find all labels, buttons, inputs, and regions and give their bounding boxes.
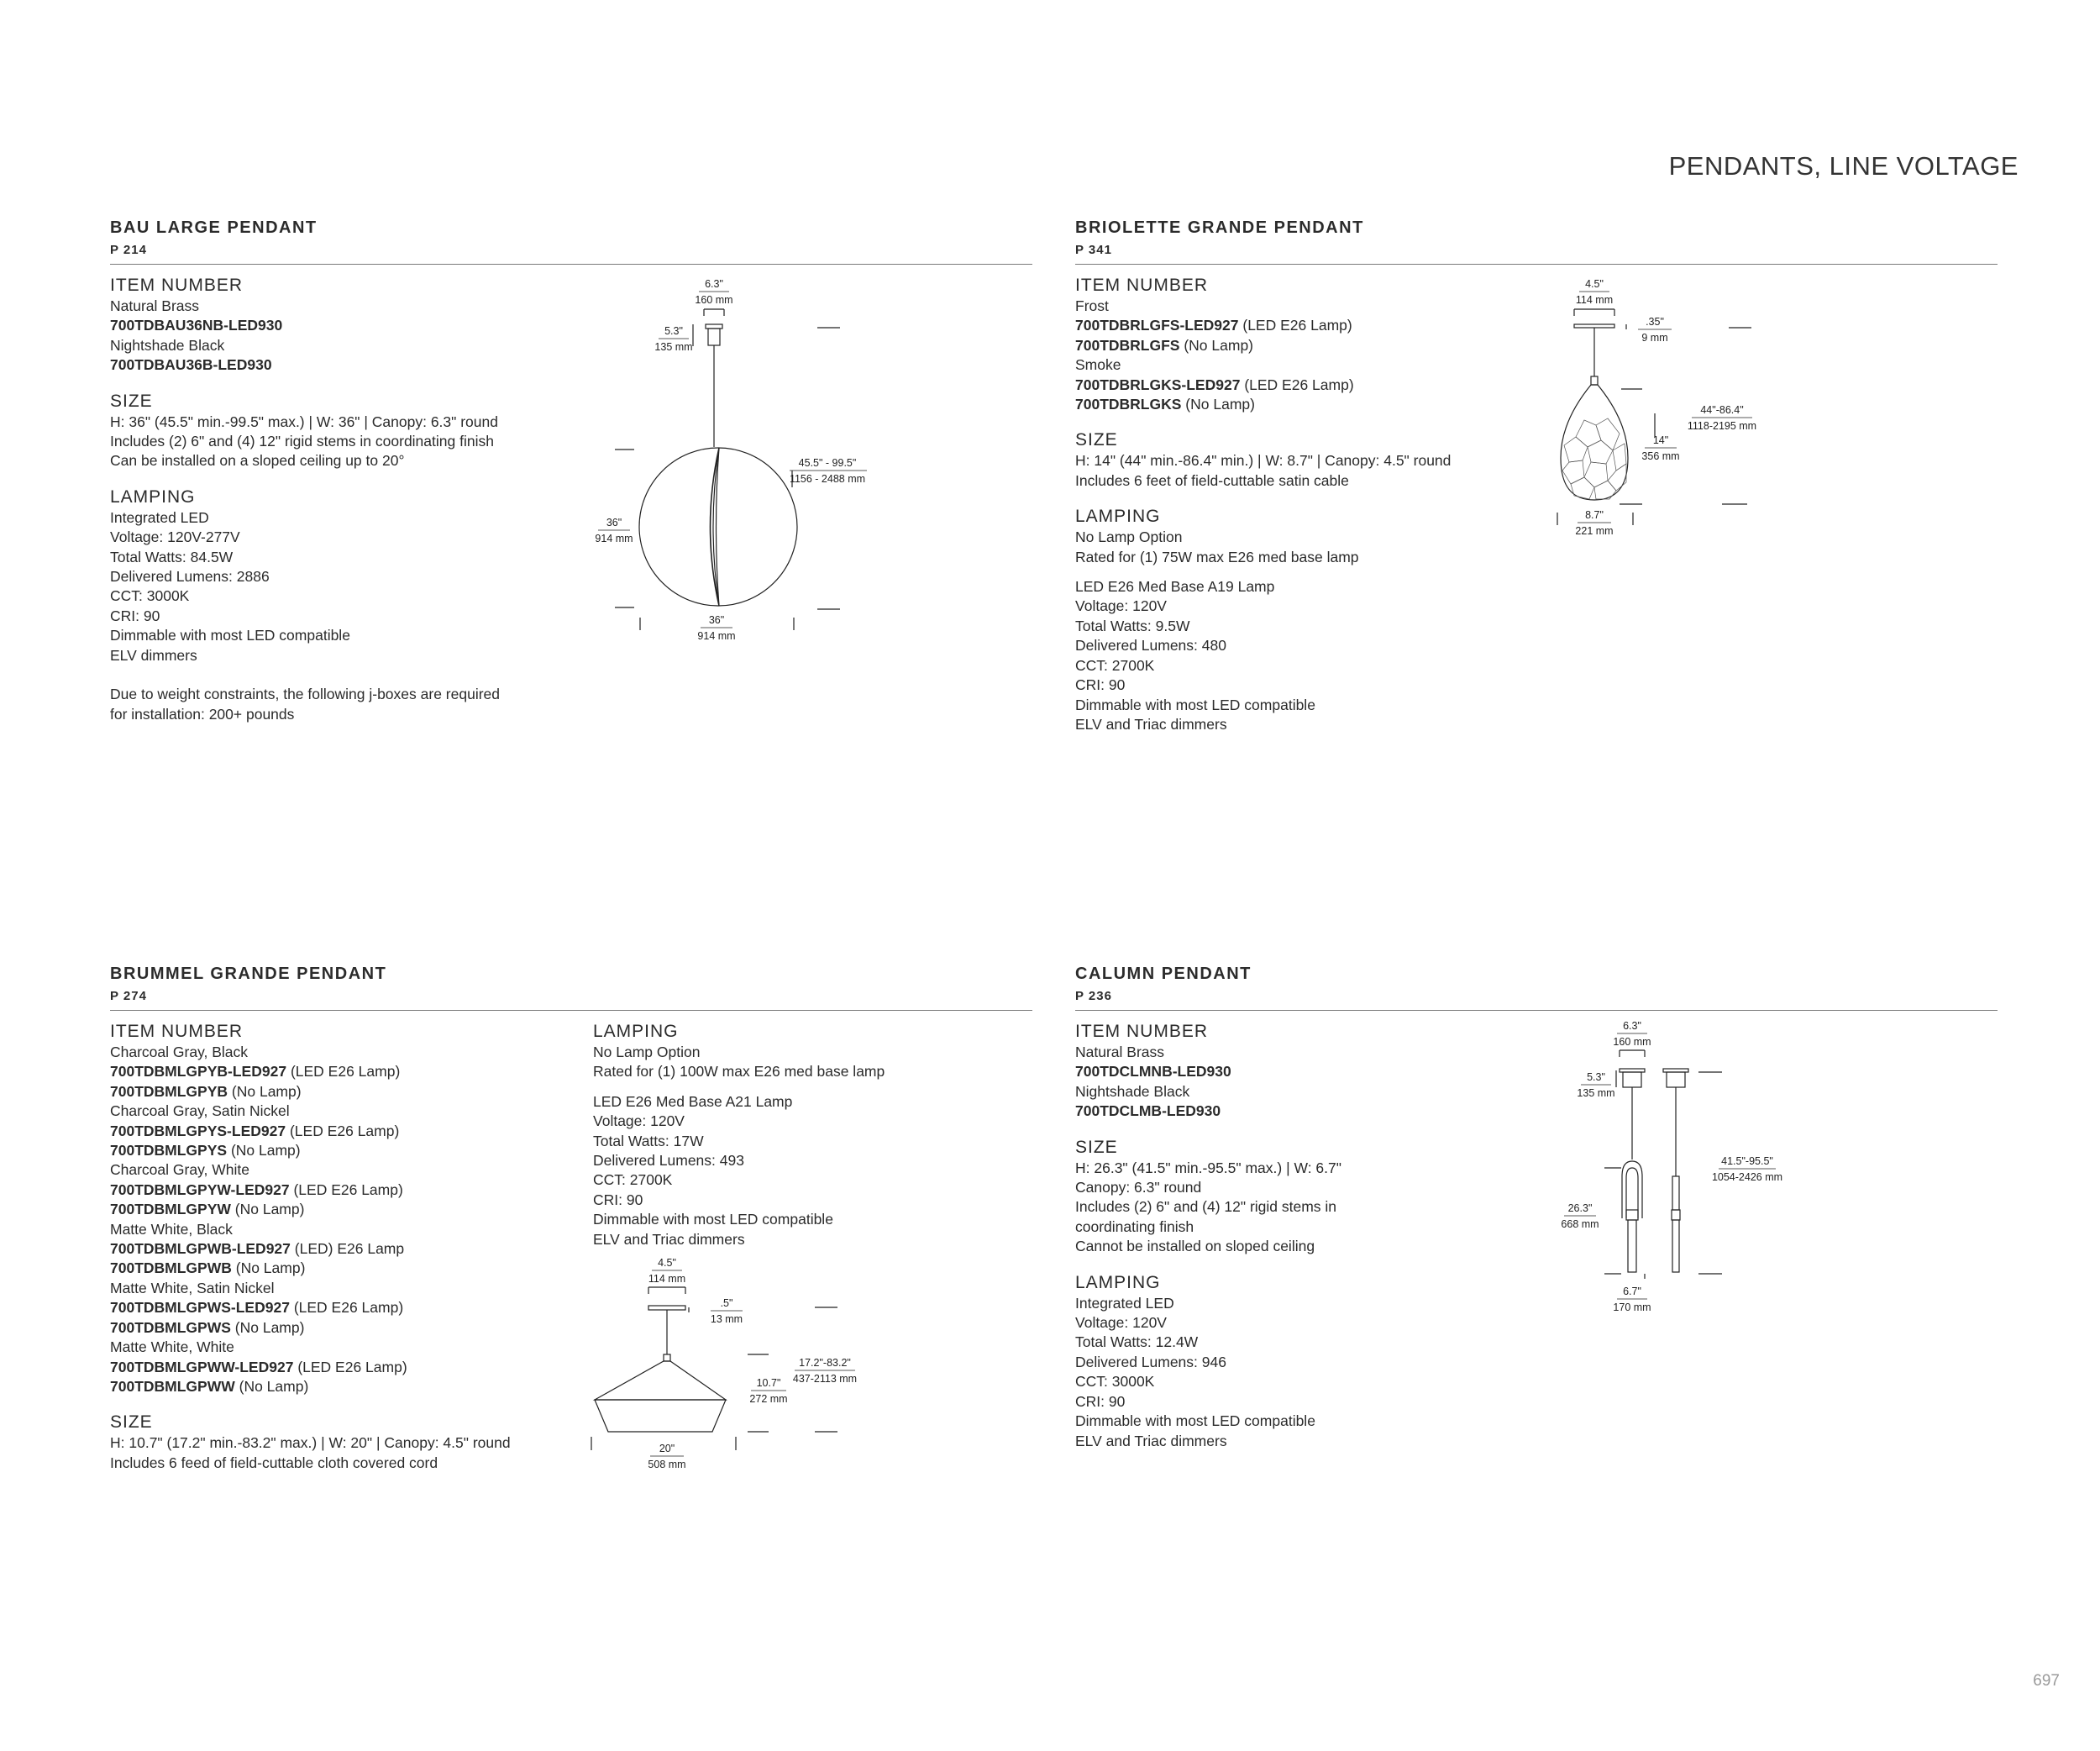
product-title: BRUMMEL GRANDE PENDANT <box>110 965 387 983</box>
lamping-line: Total Watts: 12.4W <box>1075 1333 1199 1351</box>
size-heading: SIZE <box>1075 430 1118 450</box>
item-code: 700TDBMLGPWS-LED927 <box>110 1299 290 1317</box>
size-line: Includes (2) 6" and (4) 12" rigid stems in coordinating finish <box>110 433 494 450</box>
lamping-line: ELV dimmers <box>110 646 197 664</box>
item-number-heading: ITEM NUMBER <box>1075 276 1208 295</box>
crystal-shade <box>1561 385 1628 500</box>
width-dim-mm: 221 mm <box>1575 525 1614 537</box>
finish-label: Nightshade Black <box>110 336 225 354</box>
item-number-heading: ITEM NUMBER <box>110 1022 243 1041</box>
item-code-row <box>110 1062 580 1081</box>
product-brummel <box>110 963 1032 1011</box>
canopy-dim: 6.3" <box>705 278 723 290</box>
canopy-height-dim: 5.3" <box>1587 1071 1605 1083</box>
shade-height-dim-mm: 272 mm <box>749 1393 788 1405</box>
overall-height-dim-mm: 437-2113 mm <box>792 1373 858 1385</box>
product-page-ref: P 214 <box>110 243 147 257</box>
lamping-line: Total Watts: 9.5W <box>1075 617 1190 634</box>
canopy-plate <box>648 1306 685 1310</box>
finish-label: Natural Brass <box>1075 1044 1165 1060</box>
weight-note: Due to weight constraints, the following j-boxes are required <box>110 686 500 703</box>
canopy-plate <box>1574 324 1614 328</box>
bau-dimension-drawing <box>580 269 899 655</box>
width-dim: 20" <box>659 1443 675 1454</box>
shade-height-dim-mm: 914 mm <box>595 533 633 544</box>
canopy-height-dim-mm: 13 mm <box>710 1313 743 1325</box>
lamping-line: No Lamp Option <box>593 1044 701 1060</box>
canopy-dim-mm: 114 mm <box>1575 294 1614 306</box>
item-code: 700TDBMLGPWB <box>110 1259 232 1277</box>
item-code-row <box>110 1200 580 1219</box>
product-bau <box>110 217 1032 265</box>
product-title: BRIOLETTE GRANDE PENDANT <box>1075 218 1364 237</box>
product-page-ref: P 274 <box>110 989 147 1003</box>
item-code: 700TDBMLGPYW <box>110 1201 231 1218</box>
lamping-line: ELV and Triac dimmers <box>593 1230 745 1248</box>
item-code: 700TDBRLGKS-LED927 <box>1075 376 1241 393</box>
page-number: 697 <box>2033 1672 2060 1690</box>
item-code-note: (LED E26 Lamp) <box>289 1122 400 1139</box>
lamping-line: CRI: 90 <box>1075 1392 1126 1410</box>
lamping-line: ELV and Triac dimmers <box>1075 1432 1227 1449</box>
width-dim: 8.7" <box>1585 509 1604 521</box>
lamping-line: CCT: 3000K <box>110 587 190 605</box>
item-code-note: (LED E26 Lamp) <box>1242 317 1352 334</box>
item-code: 700TDBMLGPYB-LED927 <box>110 1063 287 1081</box>
lamping-line: No Lamp Option <box>1075 528 1183 546</box>
width-dim: 36" <box>708 614 725 626</box>
lamping-line: Dimmable with most LED compatible <box>110 627 350 644</box>
finish-label: Matte White, White <box>110 1338 234 1356</box>
item-code-note: (No Lamp) <box>239 1377 309 1395</box>
overall-height-dim: 17.2"-83.2" <box>799 1357 851 1369</box>
arch-inner <box>1626 1168 1638 1218</box>
briolette-dimension-drawing <box>1546 269 1781 546</box>
finish-label: Charcoal Gray, Satin Nickel <box>110 1102 290 1120</box>
lamping-line: LED E26 Med Base A19 Lamp <box>1075 578 1275 596</box>
size-line: coordinating finish <box>1075 1217 1194 1235</box>
finish-label: Natural Brass <box>110 297 200 314</box>
calumn-specs <box>1075 1011 1546 1451</box>
product-title: CALUMN PENDANT <box>1075 965 1252 983</box>
canopy-dim-mm: 160 mm <box>695 294 733 306</box>
item-code-row <box>110 1122 580 1141</box>
size-line: Includes 6 feet of field-cuttable satin cable <box>1075 471 1349 489</box>
size-line: Cannot be installed on sloped ceiling <box>1075 1238 1315 1255</box>
item-code-row <box>110 1082 580 1102</box>
canopy-dim: 4.5" <box>658 1257 676 1269</box>
lamping-heading: LAMPING <box>1075 1272 1161 1292</box>
calumn-dimension-drawing <box>1546 1017 1798 1319</box>
width-dim-mm: 914 mm <box>697 630 736 642</box>
brummel-dimension-drawing <box>580 1254 882 1480</box>
lamping-line: Delivered Lumens: 493 <box>593 1152 744 1170</box>
lamping-line: Voltage: 120V <box>593 1112 685 1130</box>
sphere-shade <box>639 448 797 606</box>
lamping-line: CCT: 3000K <box>1075 1373 1155 1391</box>
lamping-line: Voltage: 120V <box>1075 1314 1167 1332</box>
socket-cap <box>1591 376 1598 385</box>
item-code-row <box>110 1141 580 1160</box>
lamping-line: CCT: 2700K <box>1075 656 1155 674</box>
item-code-note: (LED E26 Lamp) <box>293 1299 404 1317</box>
side-body <box>1672 1176 1679 1210</box>
item-code-note: (No Lamp) <box>234 1201 305 1218</box>
brummel-specs <box>110 1011 580 1473</box>
shade-height-dim: 36" <box>606 517 622 528</box>
item-code: 700TDBMLGPYS-LED927 <box>110 1122 286 1139</box>
lamping-line: Dimmable with most LED compatible <box>1075 1412 1315 1430</box>
size-line: Includes (2) 6" and (4) 12" rigid stems in <box>1075 1198 1337 1216</box>
lamping-line: Rated for (1) 100W max E26 med base lamp <box>593 1063 885 1081</box>
canopy-height-dim-mm: 135 mm <box>654 341 693 353</box>
size-line: H: 10.7" (17.2" min.-83.2" max.) | W: 20" | Canopy: 4.5" round <box>110 1434 511 1452</box>
item-code: 700TDBMLGPWB-LED927 <box>110 1240 291 1258</box>
size-heading: SIZE <box>1075 1137 1118 1157</box>
shade-top <box>595 1361 726 1400</box>
item-code: 700TDBRLGFS-LED927 <box>1075 317 1239 334</box>
bau-specs <box>110 265 580 724</box>
canopy-cup <box>1623 1072 1641 1087</box>
finish-label: Charcoal Gray, White <box>110 1161 249 1179</box>
item-code: 700TDBMLGPYS <box>110 1142 228 1159</box>
lamping-line: Delivered Lumens: 946 <box>1075 1353 1226 1370</box>
item-code: 700TDBAU36NB-LED930 <box>110 317 283 334</box>
lamping-line: Total Watts: 84.5W <box>110 548 234 565</box>
lamping-line: CCT: 2700K <box>593 1171 673 1189</box>
size-line: Includes 6 feed of field-cuttable cloth covered cord <box>110 1454 438 1471</box>
item-code: 700TDBMLGPWW <box>110 1377 235 1395</box>
item-number-list <box>110 1043 580 1396</box>
product-page-ref: P 341 <box>1075 243 1112 257</box>
width-dim: 6.7" <box>1623 1286 1641 1297</box>
finish-label: Matte White, Black <box>110 1220 233 1238</box>
lamping-line: Delivered Lumens: 2886 <box>110 568 270 586</box>
canopy-height-dim-mm: 9 mm <box>1641 332 1668 344</box>
item-code: 700TDBMLGPWW-LED927 <box>110 1358 294 1375</box>
lamping-line: Integrated LED <box>1075 1294 1174 1312</box>
width-dim-mm: 508 mm <box>648 1459 686 1470</box>
shade-height-dim: 14" <box>1652 434 1669 446</box>
canopy-dim: 4.5" <box>1585 278 1604 290</box>
lamping-heading: LAMPING <box>110 486 196 507</box>
item-code: 700TDBAU36B-LED930 <box>110 356 272 374</box>
item-code: 700TDCLMB-LED930 <box>1075 1102 1221 1120</box>
lamping-line: Voltage: 120V <box>1075 597 1167 615</box>
item-code-row <box>110 1318 580 1338</box>
light-collar <box>1626 1210 1638 1220</box>
item-number-heading: ITEM NUMBER <box>110 276 243 295</box>
item-code-note: (LED E26 Lamp) <box>297 1358 407 1375</box>
shade-bottom <box>595 1400 726 1432</box>
lamping-line: Delivered Lumens: 480 <box>1075 637 1226 655</box>
shade-height-dim-mm: 356 mm <box>1641 450 1680 462</box>
product-calumn <box>1075 963 1998 1011</box>
size-heading: SIZE <box>110 1412 153 1433</box>
canopy-height-dim: .35" <box>1646 316 1664 328</box>
weight-note: for installation: 200+ pounds <box>110 705 295 723</box>
item-code-note: (LED) E26 Lamp <box>294 1240 405 1258</box>
size-line: H: 26.3" (41.5" min.-95.5" max.) | W: 6.7" <box>1075 1159 1341 1176</box>
finish-label: Nightshade Black <box>1075 1082 1190 1100</box>
finish-label: Frost <box>1075 297 1109 314</box>
canopy-cup <box>708 329 720 345</box>
side-tube <box>1672 1220 1679 1272</box>
canopy-dim-mm: 114 mm <box>648 1273 686 1285</box>
item-code: 700TDCLMNB-LED930 <box>1075 1063 1231 1081</box>
item-code: 700TDBRLGFS <box>1075 336 1180 354</box>
product-page-ref: P 236 <box>1075 989 1112 1003</box>
item-code: 700TDBRLGKS <box>1075 396 1182 413</box>
socket-cap <box>664 1354 670 1361</box>
item-code-row <box>110 1259 580 1278</box>
canopy-dim-mm: 160 mm <box>1613 1036 1651 1048</box>
size-line: Can be installed on a sloped ceiling up to 20° <box>110 452 405 470</box>
canopy-height-dim: 5.3" <box>664 325 683 337</box>
lamping-line: ELV and Triac dimmers <box>1075 715 1227 733</box>
overall-height-dim-mm: 1054-2426 mm <box>1711 1171 1783 1183</box>
lamping-line: Rated for (1) 75W max E26 med base lamp <box>1075 548 1359 565</box>
lamping-line: Voltage: 120V-277V <box>110 528 240 546</box>
lamping-heading: LAMPING <box>593 1022 679 1041</box>
size-heading: SIZE <box>110 391 153 411</box>
lamping-heading: LAMPING <box>1075 507 1161 527</box>
size-line: H: 36" (45.5" min.-99.5" max.) | W: 36" | Canopy: 6.3" round <box>110 413 498 430</box>
product-briolette <box>1075 217 1998 265</box>
page-header: PENDANTS, LINE VOLTAGE <box>1668 151 2019 181</box>
item-code-note: (No Lamp) <box>231 1082 302 1100</box>
light-tube <box>1628 1220 1636 1272</box>
width-dim-mm: 170 mm <box>1613 1301 1651 1313</box>
lamping-line: Total Watts: 17W <box>593 1132 704 1149</box>
product-title: BAU LARGE PENDANT <box>110 218 318 237</box>
item-code-note: (LED E26 Lamp) <box>293 1180 403 1198</box>
item-code-note: (LED E26 Lamp) <box>1244 376 1354 393</box>
size-line: Canopy: 6.3" round <box>1075 1179 1202 1196</box>
item-code-note: (No Lamp) <box>234 1318 305 1336</box>
item-number-heading: ITEM NUMBER <box>1075 1022 1208 1041</box>
overall-height-dim: 44"-86.4" <box>1700 404 1744 416</box>
crystal-facets <box>1562 418 1626 499</box>
lamping-line: LED E26 Med Base A21 Lamp <box>593 1092 793 1110</box>
item-code: 700TDBMLGPYW-LED927 <box>110 1180 290 1198</box>
item-code-note: (No Lamp) <box>1184 336 1254 354</box>
overall-height-dim-mm: 1118-2195 mm <box>1687 420 1757 432</box>
item-code-row <box>110 1377 580 1396</box>
canopy-height-dim: .5" <box>720 1297 733 1309</box>
overall-height-dim: 45.5" - 99.5" <box>798 457 857 469</box>
item-code-note: (No Lamp) <box>230 1142 301 1159</box>
finish-label: Matte White, Satin Nickel <box>110 1279 275 1296</box>
item-code-row <box>110 1180 580 1200</box>
lamping-line: Dimmable with most LED compatible <box>593 1211 833 1228</box>
lamping-line: CRI: 90 <box>593 1191 643 1208</box>
finish-label: Charcoal Gray, Black <box>110 1044 249 1060</box>
item-code: 700TDBMLGPWS <box>110 1318 231 1336</box>
lamping-line: Dimmable with most LED compatible <box>1075 696 1315 713</box>
canopy-dim: 6.3" <box>1623 1020 1641 1032</box>
briolette-specs <box>1075 265 1546 734</box>
side-canopy-cup <box>1667 1072 1685 1087</box>
side-collar <box>1672 1210 1680 1220</box>
item-code-row <box>110 1298 580 1317</box>
item-code: 700TDBMLGPYB <box>110 1082 228 1100</box>
canopy-height-dim-mm: 135 mm <box>1577 1087 1615 1099</box>
finish-label: Smoke <box>1075 356 1121 374</box>
lamping-line: CRI: 90 <box>110 607 160 624</box>
item-code-row <box>110 1358 580 1377</box>
item-code-note: (No Lamp) <box>1185 396 1255 413</box>
lamping-line: Integrated LED <box>110 508 209 526</box>
overall-height-dim-mm: 1156 - 2488 mm <box>789 473 866 485</box>
size-line: H: 14" (44" min.-86.4" min.) | W: 8.7" | Canopy: 4.5" round <box>1075 452 1452 470</box>
item-code-note: (No Lamp) <box>235 1259 306 1277</box>
canopy-plate <box>706 324 722 329</box>
lamping-line: CRI: 90 <box>1075 676 1126 694</box>
body-height-dim: 26.3" <box>1567 1202 1593 1214</box>
item-code-row <box>110 1239 580 1259</box>
item-code-note: (LED E26 Lamp) <box>290 1063 401 1081</box>
brummel-lamping <box>593 1011 1030 1249</box>
overall-height-dim: 41.5"-95.5" <box>1721 1155 1773 1167</box>
shade-height-dim: 10.7" <box>756 1377 781 1389</box>
body-height-dim-mm: 668 mm <box>1561 1218 1599 1230</box>
